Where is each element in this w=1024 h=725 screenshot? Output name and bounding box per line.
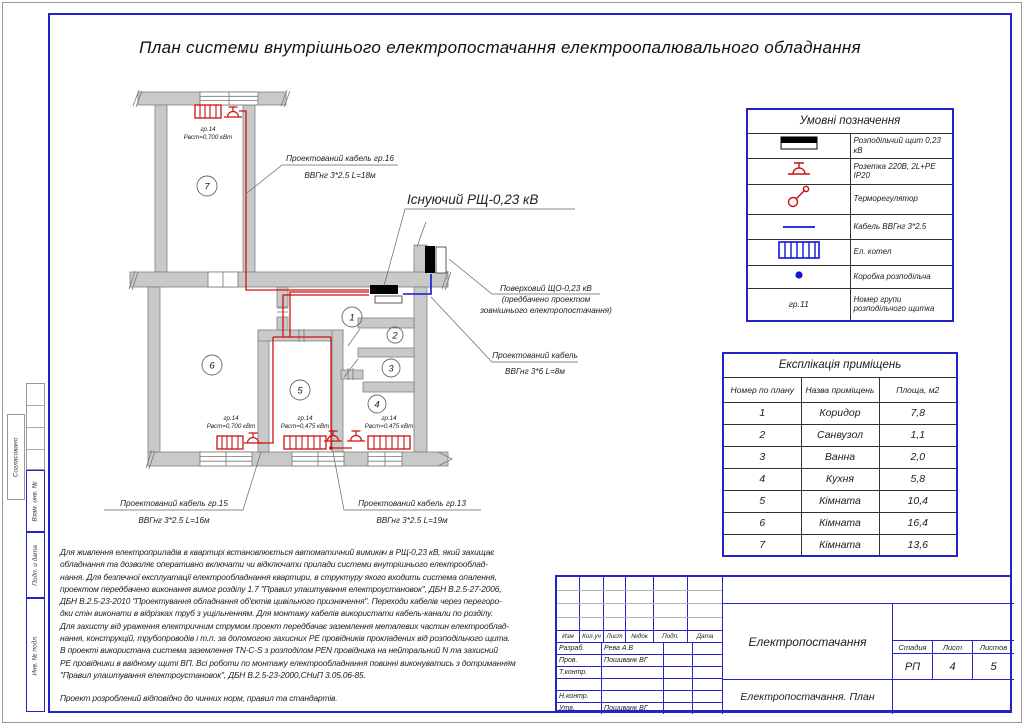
heater-power-label: Рвст=0,475 кВт — [364, 423, 414, 430]
thermostat-icon — [747, 184, 850, 214]
cable-icon — [747, 214, 850, 239]
note-final-line: Проект розроблений відповідно до чинних норм, правил та стандартів. — [60, 693, 338, 704]
sig-role — [557, 678, 601, 690]
cable-gr13-label: ВВГнг 3*2.5 L=19м — [376, 516, 448, 525]
note-line: проектом передбачено виконання вимог розділу 1.7 "Правил улаштування електроустановок", ДБН В.2.5-27-2006, — [60, 583, 502, 594]
drawing-title: План системи внутрішнього електропостачання електроопалювального обладнання — [139, 38, 861, 57]
cable-gr15-label: ВВГнг 3*2.5 L=16м — [138, 516, 210, 525]
cable-gr16-label: Проектований кабель гр.16 — [286, 154, 394, 163]
table-row: 5 Кімната 10,4 — [723, 490, 957, 512]
sheet-label: Лист — [932, 640, 972, 653]
sig-name: Рева А.В — [601, 642, 663, 654]
heater-power-label: Рвст=0,475 кВт — [280, 423, 330, 430]
cable-main-label: ВВГнг 3*6 L=8м — [505, 367, 565, 376]
floor-board-label: зовнішнього електропостачання) — [480, 306, 612, 315]
rev-header: Дата — [687, 630, 722, 642]
legend-label: Розподільчий щит 0,23 кВ — [850, 133, 953, 158]
room-number: 2 — [392, 330, 398, 342]
legend-label: Розетка 220В, 2L+PE IP20 — [850, 158, 953, 184]
note-line: Для захисту від ураження електричним струмом проект передбачає заземлення металевих частин електрооблад- — [60, 620, 510, 631]
table-row: 1 Коридор 7,8 — [723, 402, 957, 424]
sig-role: Н.контр. — [557, 690, 601, 702]
room-number: 3 — [388, 363, 394, 375]
rev-header: Подп. — [653, 630, 687, 642]
socket-icon-room7 — [224, 107, 242, 117]
cable-gr13-label: Проектований кабель гр.13 — [358, 499, 466, 508]
table-row: 6 Кімната 16,4 — [723, 512, 957, 534]
legend-label: Коробка розподільча — [850, 265, 953, 288]
sheet-value: 4 — [932, 653, 972, 679]
cable-main-label: Проектований кабель — [492, 351, 578, 360]
column-header: Назва приміщень — [801, 377, 879, 402]
title-block — [555, 575, 1012, 712]
sig-name: Пошиванк ВГ — [601, 654, 663, 666]
legend-label: Номер групи розподільчого щитка — [850, 288, 953, 321]
socket-icon — [747, 158, 850, 184]
doc-code-cell — [722, 577, 1014, 603]
distribution-panel-icon — [747, 133, 850, 158]
note-line: дки стін виконати в відрізках труб з ущільненням. Для монтажу кабелів використати кабель-канали по розділу. — [60, 608, 493, 619]
note-line: нання, конструкцій, трубопроводів і т.п. за допомогою захисних PE провідників прокладених від розподільчого щита. — [60, 633, 510, 644]
electric-boiler-icon — [747, 239, 850, 265]
project-notes — [60, 546, 558, 705]
column-header: Площа, м2 — [879, 377, 957, 402]
sidebar-label: Согласовано — [12, 437, 20, 477]
room-number: 7 — [204, 181, 210, 193]
table-row: 7 Кімната 13,6 — [723, 534, 957, 556]
explication-table — [722, 352, 958, 557]
junction-box-icon — [329, 446, 333, 450]
legend-label: Кабель ВВГнг 3*2.5 — [850, 214, 953, 239]
sig-role: Разраб. — [557, 642, 601, 654]
table-row: 3 Ванна 2,0 — [723, 446, 957, 468]
sig-role: Т.контр. — [557, 666, 601, 678]
sheets-value: 5 — [972, 653, 1014, 679]
heater-group-label: гр.14 — [223, 415, 239, 422]
heater-group-label: гр.14 — [200, 126, 216, 133]
group-number-symbol: гр.11 — [747, 288, 850, 321]
sig-name — [601, 690, 663, 702]
existing-panel-icon — [370, 285, 402, 303]
table-row: 2 Санвузол 1,1 — [723, 424, 957, 446]
floor-panel-icon — [425, 246, 446, 273]
legend-table — [746, 108, 954, 322]
explication-title: Експлікація приміщень — [723, 353, 957, 377]
room-number: 6 — [209, 360, 215, 372]
sig-role: Пров. — [557, 654, 601, 666]
heater-group-label: гр.14 — [297, 415, 313, 422]
room-number: 4 — [374, 399, 380, 411]
socket-icon-room4 — [347, 431, 365, 441]
legend-label: Терморегулятор — [850, 184, 953, 214]
room-number: 1 — [349, 312, 355, 324]
legend-title: Умовні позначення — [747, 109, 953, 133]
heater-icon-room5 — [284, 436, 326, 449]
stage-value: РП — [892, 653, 932, 679]
rev-header: №док — [625, 630, 653, 642]
table-row: 4 Кухня 5,8 — [723, 468, 957, 490]
junction-box-icon — [747, 265, 850, 288]
cable-gr15-label: Проектований кабель гр.15 — [120, 499, 228, 508]
legend-label: Ел. котел — [850, 239, 953, 265]
note-line: В проекті використана система заземлення TN-C-S з розподілом PEN провідника на нейтральний N та захисний — [60, 645, 498, 656]
rev-header: Лист — [603, 630, 625, 642]
sheets-label: Листов — [972, 640, 1014, 653]
heater-icon-room6 — [217, 436, 243, 449]
heater-icon-room4 — [368, 436, 410, 449]
org-cell — [892, 679, 1014, 714]
rev-header: Изм — [557, 630, 579, 642]
heater-icon-room7 — [195, 105, 221, 118]
heater-power-label: Рвст=0,700 кВт — [206, 423, 256, 430]
note-line: "Правил улаштування електроустановок", ДБН В.2.5-23-2000,СНиП 3.05.06-85. — [60, 669, 366, 680]
rev-header: Кол.уч — [579, 630, 603, 642]
heater-power-label: Рвст=0,700 кВт — [183, 134, 233, 141]
sig-name — [601, 666, 663, 678]
note-line: PE провідники в ввідному щиті ВП. Всі роботи по монтажу електрообладнання повинні виконуватись з дотриманням — [60, 657, 516, 668]
heater-group-label: гр.14 — [381, 415, 397, 422]
note-line: ДБН В.2.5-23-2010 "Проектування обладнання об'єктів цивільного призначення". Переходи кабелів через перегоро- — [60, 596, 502, 607]
existing-board-label: Існуючий РЩ-0,23 кВ — [407, 192, 539, 207]
room-number: 5 — [297, 385, 303, 397]
sidebar-label: Инв. № подл. — [32, 634, 39, 676]
sheet-title: Електропостачання. План — [722, 679, 892, 714]
column-header: Номер по плану — [723, 377, 801, 402]
sig-role: Утв. — [557, 702, 601, 714]
sidebar-label: Подп. и дата — [32, 544, 40, 586]
note-line: нання. Для безпечної експлуатації електрообладнання квартири, в структуру якого входить система опалення, — [60, 571, 497, 582]
sig-name — [601, 678, 663, 690]
sig-name: Пошиванк ВГ — [601, 702, 663, 714]
stage-label: Стадия — [892, 640, 932, 653]
walls — [130, 92, 448, 466]
doc-title: Електропостачання — [722, 603, 892, 679]
floor-board-label: Поверховий ЩО-0,23 кВ — [500, 284, 592, 293]
sidebar-label: Взам. инв. № — [32, 480, 40, 522]
note-line: Для живлення електроприладів в квартирі встановлюється автоматичний вимикач в РЩ-0,23 кВ, який захищає — [60, 547, 495, 557]
note-line: обладнання та дозволяє оперативно включати чи відключати прилади системи внутрішнього електрооблад- — [60, 559, 488, 570]
floor-board-label: (предбачено проектом — [501, 295, 591, 304]
cable-gr16-label: ВВГнг 3*2.5 L=18м — [304, 171, 376, 180]
